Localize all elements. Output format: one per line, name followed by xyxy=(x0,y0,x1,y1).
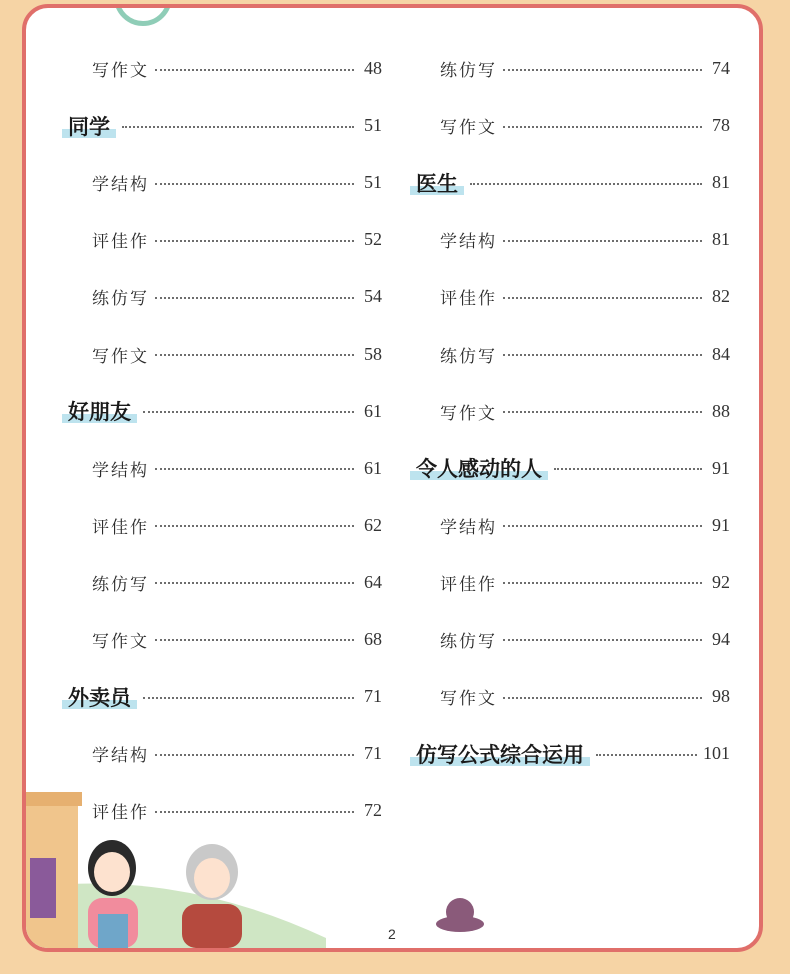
wardrobe-illustration xyxy=(26,792,82,948)
toc-section-row[interactable] xyxy=(62,668,382,725)
toc-section-title: 好朋友 xyxy=(62,396,137,426)
toc-item-title: 评佳作 xyxy=(92,517,149,538)
toc-item-title: 学结构 xyxy=(440,232,497,253)
dot-leader xyxy=(596,754,697,756)
illustration-characters xyxy=(26,788,763,948)
toc-page-number: 98 xyxy=(712,686,730,707)
dot-leader xyxy=(503,525,702,527)
toc-page-number: 101 xyxy=(703,743,730,764)
toc-item-row[interactable] xyxy=(62,154,382,211)
toc-page-number: 48 xyxy=(364,58,382,79)
toc-item-row[interactable] xyxy=(410,611,730,668)
dot-leader xyxy=(554,468,702,470)
toc-section-title: 同学 xyxy=(62,111,116,141)
toc-item-row[interactable] xyxy=(410,497,730,554)
toc-item-row[interactable] xyxy=(62,440,382,497)
toc-page-number: 78 xyxy=(712,115,730,136)
toc-page-number: 71 xyxy=(364,743,382,764)
toc-item-row[interactable] xyxy=(410,383,730,440)
page-number: 2 xyxy=(388,926,396,942)
toc-item-title: 写作文 xyxy=(92,631,149,652)
toc-page-number: 81 xyxy=(712,229,730,250)
toc-right-column xyxy=(410,40,730,782)
toc-page-number: 54 xyxy=(364,286,382,307)
toc-item-title: 评佳作 xyxy=(440,289,497,310)
toc-page-number: 64 xyxy=(364,571,382,592)
dot-leader xyxy=(155,582,354,584)
toc-item-row[interactable] xyxy=(62,211,382,268)
decorative-ring xyxy=(114,4,172,26)
dot-leader xyxy=(155,69,354,71)
dot-leader xyxy=(155,183,354,185)
dot-leader xyxy=(122,126,354,128)
toc-item-row[interactable] xyxy=(62,40,382,97)
dot-leader xyxy=(503,697,702,699)
toc-item-title: 评佳作 xyxy=(92,803,149,824)
dot-leader xyxy=(155,639,354,641)
toc-item-title: 写作文 xyxy=(440,689,497,710)
toc-item-row[interactable] xyxy=(62,268,382,325)
dot-leader xyxy=(503,240,702,242)
toc-page-number: 61 xyxy=(364,457,382,478)
dot-leader xyxy=(503,69,702,71)
toc-page-number: 92 xyxy=(712,571,730,592)
toc-page-number: 91 xyxy=(712,514,730,535)
toc-section-title: 外卖员 xyxy=(62,682,137,712)
toc-section-row[interactable] xyxy=(410,154,730,211)
toc-page xyxy=(22,4,763,952)
toc-section-row[interactable] xyxy=(410,725,730,782)
toc-page-number: 94 xyxy=(712,628,730,649)
toc-item-title: 学结构 xyxy=(92,175,149,196)
dot-leader xyxy=(155,525,354,527)
toc-item-row[interactable] xyxy=(62,554,382,611)
hat-decoration xyxy=(436,898,484,932)
toc-page-number: 82 xyxy=(712,286,730,307)
toc-page-number: 91 xyxy=(712,457,730,478)
toc-item-title: 练仿写 xyxy=(440,346,497,367)
dot-leader xyxy=(155,754,354,756)
toc-item-title: 学结构 xyxy=(92,746,149,767)
dot-leader xyxy=(143,697,354,699)
toc-page-number: 51 xyxy=(364,172,382,193)
toc-item-title: 练仿写 xyxy=(92,289,149,310)
toc-page-number: 88 xyxy=(712,400,730,421)
toc-item-title: 写作文 xyxy=(440,118,497,139)
toc-section-row[interactable] xyxy=(62,97,382,154)
toc-item-title: 评佳作 xyxy=(440,574,497,595)
dot-leader xyxy=(143,411,354,413)
toc-section-row[interactable] xyxy=(62,383,382,440)
toc-item-title: 练仿写 xyxy=(440,631,497,652)
toc-page-number: 68 xyxy=(364,628,382,649)
toc-page-number: 84 xyxy=(712,343,730,364)
dot-leader xyxy=(503,297,702,299)
toc-section-title: 令人感动的人 xyxy=(410,453,548,483)
toc-section-title: 医生 xyxy=(410,168,464,198)
toc-item-title: 学结构 xyxy=(92,460,149,481)
toc-page-number: 62 xyxy=(364,514,382,535)
toc-page-number: 61 xyxy=(364,400,382,421)
toc-item-row[interactable] xyxy=(410,211,730,268)
toc-page-number: 72 xyxy=(364,800,382,821)
toc-page-number: 74 xyxy=(712,58,730,79)
toc-page-number: 81 xyxy=(712,172,730,193)
toc-item-title: 写作文 xyxy=(92,346,149,367)
dot-leader xyxy=(155,354,354,356)
toc-item-title: 写作文 xyxy=(440,403,497,424)
toc-item-row[interactable] xyxy=(410,40,730,97)
toc-page-number: 58 xyxy=(364,343,382,364)
toc-page-number: 51 xyxy=(364,115,382,136)
dot-leader xyxy=(503,582,702,584)
toc-item-title: 写作文 xyxy=(92,61,149,82)
toc-item-title: 练仿写 xyxy=(92,574,149,595)
toc-item-row[interactable] xyxy=(62,725,382,782)
toc-item-row[interactable] xyxy=(410,268,730,325)
toc-item-row[interactable] xyxy=(410,325,730,382)
toc-item-row[interactable] xyxy=(410,554,730,611)
toc-item-title: 练仿写 xyxy=(440,61,497,82)
dot-leader xyxy=(503,126,702,128)
toc-item-row[interactable] xyxy=(62,325,382,382)
dot-leader xyxy=(470,183,702,185)
toc-section-title: 仿写公式综合运用 xyxy=(410,739,590,769)
toc-item-title: 评佳作 xyxy=(92,232,149,253)
toc-page-number: 52 xyxy=(364,229,382,250)
toc-item-row[interactable] xyxy=(410,668,730,725)
dot-leader xyxy=(503,411,702,413)
toc-section-row[interactable] xyxy=(410,440,730,497)
dot-leader xyxy=(155,468,354,470)
dot-leader xyxy=(155,297,354,299)
dot-leader xyxy=(155,240,354,242)
toc-item-row[interactable] xyxy=(410,97,730,154)
toc-page-number: 71 xyxy=(364,686,382,707)
toc-item-row[interactable] xyxy=(62,497,382,554)
dot-leader xyxy=(503,639,702,641)
toc-item-title: 学结构 xyxy=(440,517,497,538)
dot-leader xyxy=(503,354,702,356)
toc-left-column xyxy=(62,40,382,839)
toc-item-row[interactable] xyxy=(62,611,382,668)
